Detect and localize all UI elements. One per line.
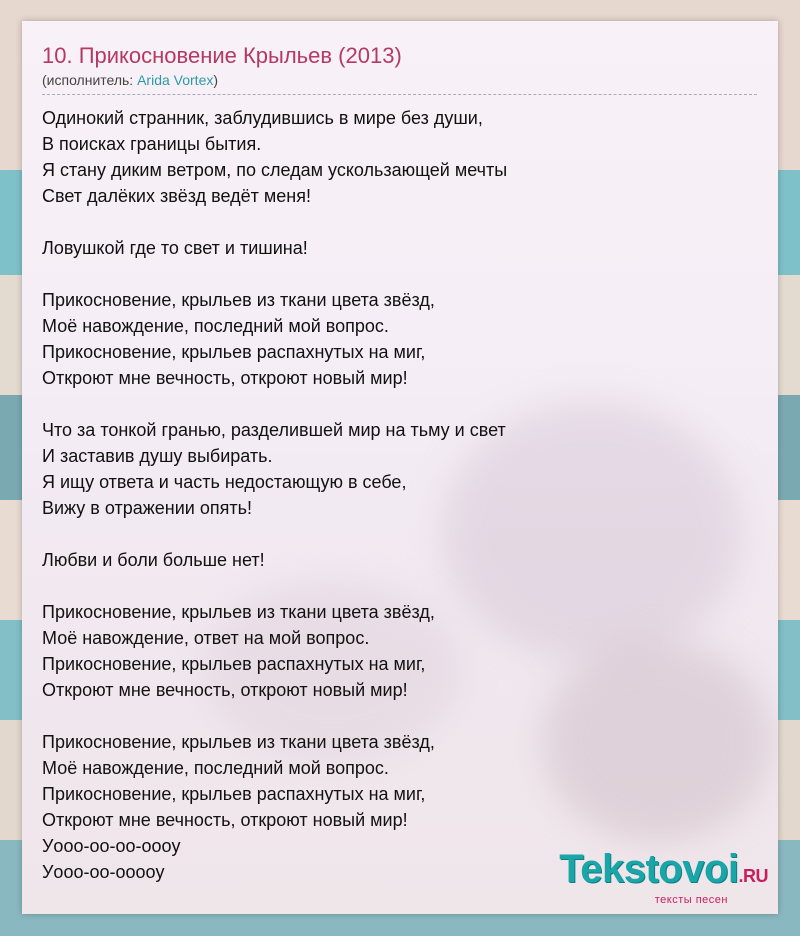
lyric-line: Прикосновение, крыльев распахнутых на миг, — [42, 784, 426, 804]
lyric-line: Прикосновение, крыльев из ткани цвета звёзд, — [42, 602, 435, 622]
site-logo[interactable] — [559, 849, 768, 906]
lyric-line: Что за тонкой гранью, разделившей мир на тьму и свет — [42, 420, 506, 440]
lyric-line: Откроют мне вечность, откроют новый мир! — [42, 680, 408, 700]
performer-prefix: (исполнитель: — [42, 72, 138, 88]
lyric-line: Прикосновение, крыльев из ткани цвета звёзд, — [42, 732, 435, 752]
lyric-line: Прикосновение, крыльев распахнутых на миг, — [42, 342, 426, 362]
lyric-blank-line — [42, 209, 757, 235]
performer-line — [42, 71, 757, 89]
lyrics-text — [42, 105, 757, 885]
lyric-blank-line — [42, 573, 757, 599]
lyric-blank-line — [42, 261, 757, 287]
lyric-line: Прикосновение, крыльев распахнутых на миг, — [42, 654, 426, 674]
lyric-blank-line — [42, 521, 757, 547]
lyric-line: Моё навождение, последний мой вопрос. — [42, 758, 389, 778]
lyric-line: Откроют мне вечность, откроют новый мир! — [42, 810, 408, 830]
lyric-line: Моё навождение, последний мой вопрос. — [42, 316, 389, 336]
lyric-line: Моё навождение, ответ на мой вопрос. — [42, 628, 370, 648]
logo-wordmark — [559, 849, 768, 896]
song-title: 10. Прикосновение Крыльев (2013) — [42, 43, 402, 68]
lyric-line: Я ищу ответа и часть недостающую в себе, — [42, 472, 407, 492]
header-divider — [42, 94, 757, 95]
lyric-line: Я стану диким ветром, по следам ускользающей мечты — [42, 160, 508, 180]
lyric-line: Прикосновение, крыльев из ткани цвета звёзд, — [42, 290, 435, 310]
lyric-blank-line — [42, 391, 757, 417]
lyric-line: Одинокий странник, заблудившись в мире без души, — [42, 108, 483, 128]
logo-tld: .RU — [738, 866, 768, 886]
lyrics-card — [22, 21, 778, 914]
lyric-line: Уooo-oo-oo-oooy — [42, 836, 181, 856]
lyric-line: Вижу в отражении опять! — [42, 498, 252, 518]
lyric-line: И заставив душу выбирать. — [42, 446, 273, 466]
song-header — [42, 43, 757, 89]
lyric-blank-line — [42, 703, 757, 729]
lyric-line: Любви и боли больше нет! — [42, 550, 265, 570]
lyric-line: Свет далёких звёзд ведёт меня! — [42, 186, 311, 206]
lyric-line: Откроют мне вечность, откроют новый мир! — [42, 368, 408, 388]
performer-link[interactable]: Arida Vortex — [137, 72, 214, 88]
logo-name: Tekstovoi — [559, 847, 739, 891]
lyric-line: Уooo-oo-ooooy — [42, 862, 165, 882]
lyric-line: В поисках границы бытия. — [42, 134, 262, 154]
lyric-line: Ловушкой где то свет и тишина! — [42, 238, 308, 258]
performer-suffix: ) — [213, 72, 219, 88]
logo-tagline: тексты песен — [654, 894, 728, 906]
